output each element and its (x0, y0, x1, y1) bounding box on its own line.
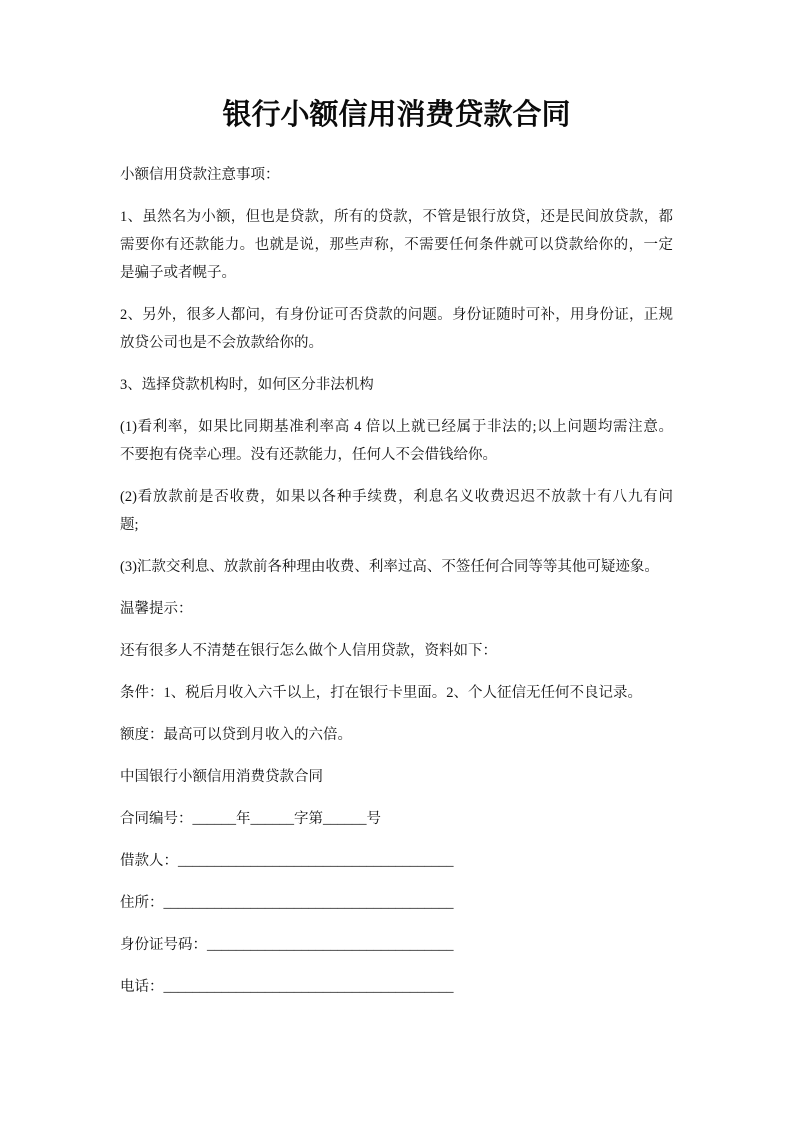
sub-point-1 (120, 413, 673, 469)
loan-limit-text: 额度：最高可以贷到月收入的六倍。 (120, 727, 352, 743)
document-body (120, 161, 673, 1015)
tips-intro-text: 还有很多人不清楚在银行怎么做个人信用贷款，资料如下： (120, 643, 497, 659)
id-number-field (120, 931, 673, 959)
borrower-field (120, 847, 673, 875)
notice-heading-text: 小额信用贷款注意事项： (120, 167, 280, 183)
phone-label: 电话： (120, 979, 164, 995)
point-2 (120, 301, 673, 357)
phone-blank: ________________________________________ (163, 979, 454, 995)
contract-year-label: 年 (236, 811, 251, 827)
tips-heading (120, 595, 673, 623)
contract-name-text: 中国银行小额信用消费贷款合同 (120, 769, 323, 785)
address-blank: ________________________________________ (163, 895, 454, 911)
point-1-line: 1、虽然名为小额，但也是贷款，所有的贷款，不管是银行放贷，还是民间放贷款，都 (120, 209, 673, 225)
contract-zi-blank: ______ (250, 811, 294, 827)
contract-hao-label: 号 (366, 811, 381, 827)
point-2-line: 放贷公司也是不会放款给你的。 (120, 335, 323, 351)
id-number-line (120, 931, 673, 959)
contract-number-line (120, 805, 673, 833)
tips-intro (120, 637, 673, 665)
sub-point-2-line: 题; (120, 517, 139, 533)
notice-heading (120, 161, 673, 189)
contract-number-label: 合同编号： (120, 811, 193, 827)
contract-zidi-label: 字第 (294, 811, 323, 827)
address-label: 住所： (120, 895, 164, 911)
borrower-label: 借款人： (120, 853, 178, 869)
contract-number (120, 805, 673, 833)
point-2-line: 2、另外，很多人都问，有身份证可否贷款的问题。身份证随时可补，用身份证，正规 (120, 307, 673, 323)
sub-point-2 (120, 483, 673, 539)
contract-hao-blank: ______ (323, 811, 367, 827)
point-1-line: 是骗子或者幌子。 (120, 265, 236, 281)
id-number-blank: __________________________________ (207, 937, 454, 953)
borrower-line (120, 847, 673, 875)
tips-heading-text: 温馨提示： (120, 601, 193, 617)
point-3-line: 3、选择贷款机构时，如何区分非法机构 (120, 377, 374, 393)
phone-line (120, 973, 673, 1001)
address-field (120, 889, 673, 917)
contract-name (120, 763, 673, 791)
point-1 (120, 203, 673, 287)
loan-limit (120, 721, 673, 749)
address-line (120, 889, 673, 917)
contract-year-blank: ______ (192, 811, 236, 827)
conditions-text: 条件：1、税后月收入六千以上，打在银行卡里面。2、个人征信无任何不良记录。 (120, 685, 642, 701)
document-title: 银行小额信用消费贷款合同 (222, 99, 571, 131)
sub-point-3 (120, 553, 673, 581)
point-1-line: 需要你有还款能力。也就是说，那些声称，不需要任何条件就可以贷款给你的，一定 (120, 237, 673, 253)
sub-point-3-line: (3)汇款交利息、放款前各种理由收费、利率过高、不签任何合同等等其他可疑迹象。 (120, 559, 659, 575)
sub-point-1-line: 不要抱有侥幸心理。没有还款能力，任何人不会借钱给你。 (120, 447, 497, 463)
sub-point-1-line: (1)看利率，如果比同期基准利率高 4 倍以上就已经属于非法的;以上问题均需注意。 (120, 419, 673, 435)
borrower-blank: ______________________________________ (178, 853, 454, 869)
conditions (120, 679, 673, 707)
point-3 (120, 371, 673, 399)
id-number-label: 身份证号码： (120, 937, 207, 953)
phone-field (120, 973, 673, 1001)
sub-point-2-line: (2)看放款前是否收费，如果以各种手续费，利息名义收费迟迟不放款十有八九有问 (120, 489, 673, 505)
